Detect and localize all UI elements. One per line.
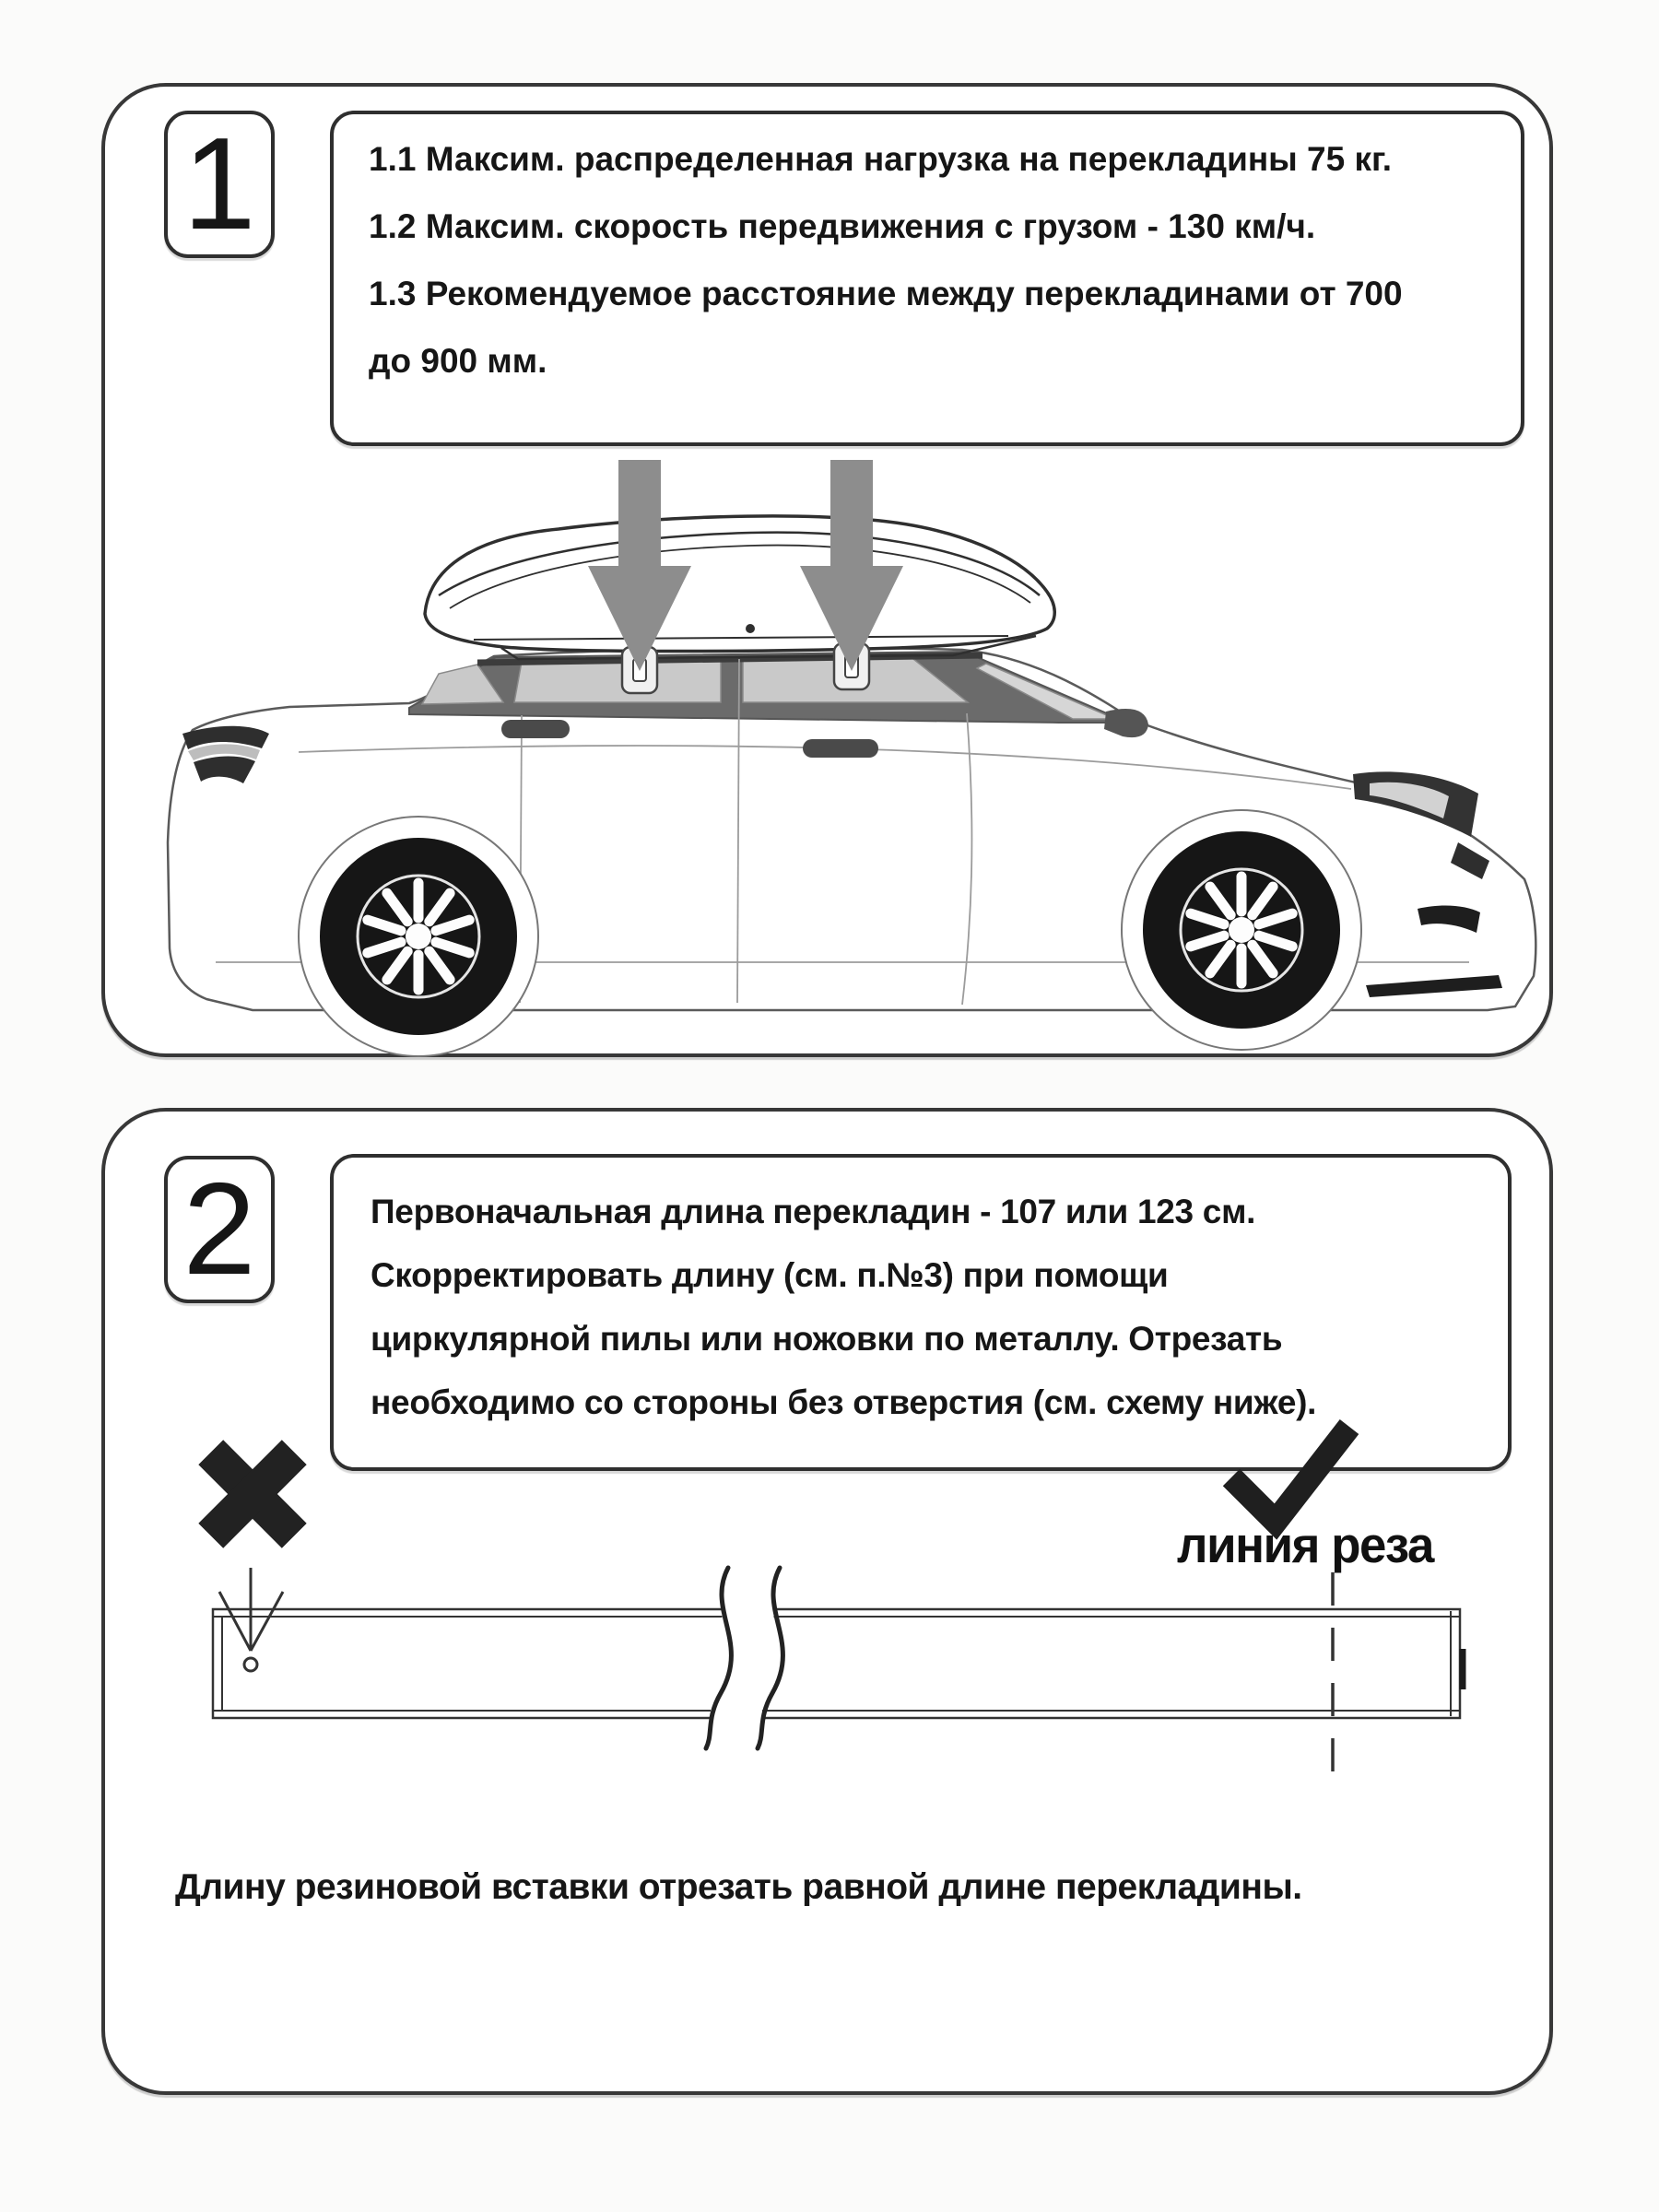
instruction-line: до 900 мм. xyxy=(369,342,547,380)
instruction-line: 1.2 Максим. скорость передвижения с грузом - 130 км/ч. xyxy=(369,207,1316,245)
x-mark-icon xyxy=(169,1410,335,1577)
lock-icon xyxy=(746,624,755,633)
roof-cargo-box xyxy=(425,516,1054,659)
car-roofbox-illustration xyxy=(105,446,1557,1061)
instruction-line: 1.3 Рекомендуемое расстояние между перекладинами от 700 xyxy=(369,275,1403,312)
step-1-number-badge xyxy=(164,111,275,258)
car-side-view xyxy=(168,648,1535,1056)
instruction-line: циркулярной пилы или ножовки по металлу. Отрезать xyxy=(371,1320,1283,1358)
step-1-panel xyxy=(101,83,1553,1057)
step-2-panel xyxy=(101,1108,1553,2095)
checkmark-icon xyxy=(1231,1427,1349,1522)
step-1-note-box xyxy=(330,111,1524,446)
instruction-line: необходимо со стороны без отверстия (см. схему ниже). xyxy=(371,1383,1317,1421)
crossbar-cutting-diagram xyxy=(105,1337,1557,1853)
crossbar-hole xyxy=(244,1658,257,1671)
front-wheel xyxy=(1143,831,1340,1029)
cut-line-label: линия реза xyxy=(1177,1516,1433,1573)
step-2-number: 2 xyxy=(182,1156,256,1302)
crossbar-profile xyxy=(213,1609,1463,1718)
rear-wheel xyxy=(320,838,517,1035)
step-2-number-badge xyxy=(164,1156,275,1303)
instruction-line: 1.1 Максим. распределенная нагрузка на перекладины 75 кг. xyxy=(369,140,1392,178)
instruction-line: Скорректировать длину (см. п.№3) при помощи xyxy=(371,1256,1169,1294)
instruction-line: Первоначальная длина перекладин - 107 или 123 см. xyxy=(371,1193,1256,1230)
step-1-number: 1 xyxy=(182,111,256,257)
rubber-insert-caption: Длину резиновой вставки отрезать равной длине перекладины. xyxy=(175,1867,1302,1907)
